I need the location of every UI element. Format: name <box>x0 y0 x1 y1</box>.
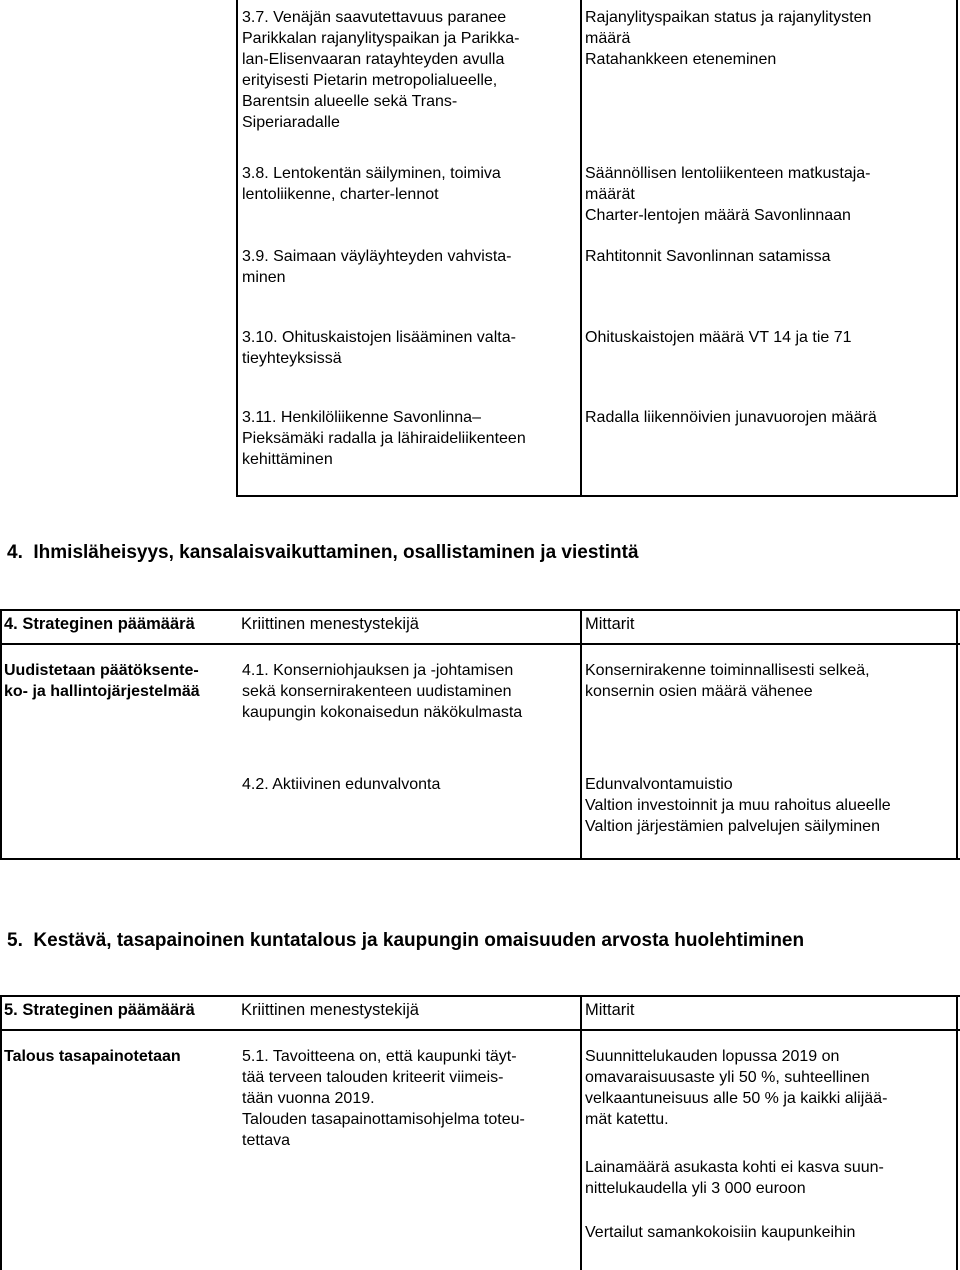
table-3-metric-3-11: Radalla liikennöivien junavuorojen määrä <box>585 409 877 426</box>
table-4-border-right <box>956 609 958 860</box>
table-4-factor-4-1: 4.1. Konserniohjauksen ja -johtamisen sekä konsernirakenteen uudistaminen kaupungin kokonaisedun näkökulmasta <box>242 662 523 721</box>
section-5-heading: 5. Kestävä, tasapainoinen kuntatalous ja kaupungin omaisuuden arvosta huolehtiminen <box>7 930 805 951</box>
table-5-border-left <box>0 995 2 1270</box>
table-5-border-right <box>956 995 958 1270</box>
table-5-border-top <box>0 995 960 997</box>
table-3-factor-3-8: 3.8. Lentokentän säilyminen, toimiva lentoliikenne, charter-lennot <box>242 165 501 203</box>
table-3-metric-3-9: Rahtitonnit Savonlinnan satamissa <box>585 248 831 265</box>
table-4-header-metric: Mittarit <box>585 615 635 633</box>
table-5-goal: Talous tasapainotetaan <box>4 1048 181 1065</box>
table-3-factor-3-9: 3.9. Saimaan väyläyhteyden vahvista- minen <box>242 248 512 286</box>
table-3-factor-3-7: 3.7. Venäjän saavutettavuus paranee Parikkalan rajanylityspaikan ja Parikka- lan-Elisenvaaran ratayhteyden avulla erityisesti Pietarin metropolialueelle, Barentsin alueelle sekä Trans- Siperiaradalle <box>242 9 520 131</box>
table-5-border-mid <box>580 995 582 1270</box>
table-3-factor-3-11: 3.11. Henkilöliikenne Savonlinna– Pieksämäki radalla ja lähiraideliikenteen kehittäminen <box>242 409 526 468</box>
table-3-metric-3-8: Säännöllisen lentoliikenteen matkustaja- määrät Charter-lentojen määrä Savonlinnaan <box>585 165 871 224</box>
table-4-header-goal: 4. Strateginen päämäärä <box>4 615 195 633</box>
table-4-factor-4-2: 4.2. Aktiivinen edunvalvonta <box>242 776 441 793</box>
table-5-header-metric: Mittarit <box>585 1001 635 1019</box>
table-3-border-bottom <box>236 495 958 497</box>
table-4-header-divider <box>0 643 960 645</box>
table-4-goal: Uudistetaan päätöksente- ko- ja hallintojärjestelmää <box>4 662 200 700</box>
table-5-metric-2: Lainamäärä asukasta kohti ei kasva suun- nittelukaudella yli 3 000 euroon <box>585 1159 884 1197</box>
table-3-border-mid <box>580 0 582 497</box>
table-4-metric-4-2: Edunvalvontamuistio Valtion investoinnit ja muu rahoitus alueelle Valtion järjestämien palvelujen säilyminen <box>585 776 891 835</box>
table-3-metric-3-7: Rajanylityspaikan status ja rajanylitysten määrä Ratahankkeen eteneminen <box>585 9 872 68</box>
table-5-metric-3: Vertailut samankokoisiin kaupunkeihin <box>585 1224 856 1241</box>
table-4-metric-4-1: Konsernirakenne toiminnallisesti selkeä, konsernin osien määrä vähenee <box>585 662 870 700</box>
table-3-border-left <box>236 0 238 497</box>
table-4-border-top <box>0 609 960 611</box>
table-4-border-left <box>0 609 2 860</box>
table-5-header-divider <box>0 1029 960 1031</box>
table-3-metric-3-10: Ohituskaistojen määrä VT 14 ja tie 71 <box>585 329 852 346</box>
section-4-heading: 4. Ihmisläheisyys, kansalaisvaikuttaminen, osallistaminen ja viestintä <box>7 542 639 563</box>
table-4-border-bottom <box>0 858 960 860</box>
table-3-border-right <box>956 0 958 497</box>
table-5-header-factor: Kriittinen menestystekijä <box>241 1001 419 1019</box>
table-4-border-mid <box>580 609 582 860</box>
table-5-header-goal: 5. Strateginen päämäärä <box>4 1001 195 1019</box>
table-3-factor-3-10: 3.10. Ohituskaistojen lisääminen valta- tieyhteyksissä <box>242 329 516 367</box>
table-5-metric-1: Suunnittelukauden lopussa 2019 on omavaraisuusaste yli 50 %, suhteellinen velkaantuneisuus alle 50 % ja kaikki alijää- mät katettu. <box>585 1048 888 1128</box>
table-5-factor-5-1: 5.1. Tavoitteena on, että kaupunki täyt- tää terveen talouden kriteerit viimeis- tään vuonna 2019. Talouden tasapainottamisohjelma toteu- tettava <box>242 1048 525 1149</box>
table-4-header-factor: Kriittinen menestystekijä <box>241 615 419 633</box>
